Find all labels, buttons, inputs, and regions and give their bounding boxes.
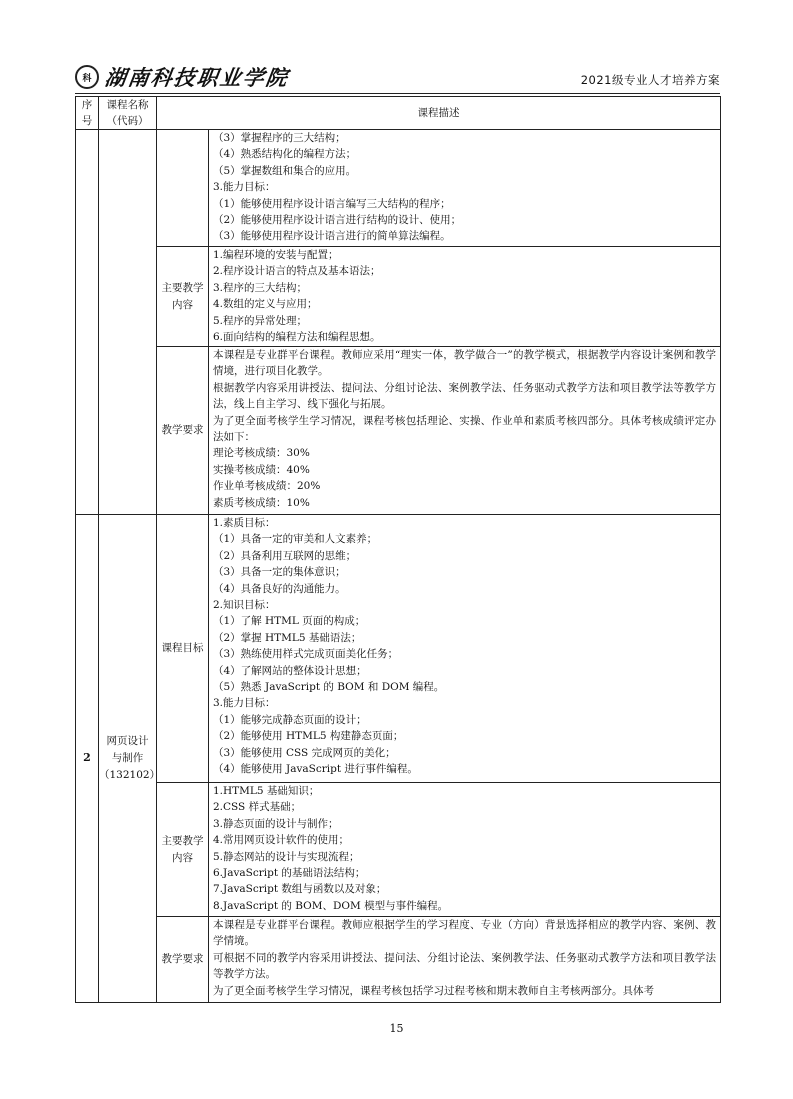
text-line: 2.程序设计语言的特点及基本语法； xyxy=(213,265,381,278)
table-header-row xyxy=(76,97,721,130)
text-line: （2）掌握 HTML5 基础语法； xyxy=(213,631,362,644)
text-line: 4.数组的定义与应用； xyxy=(213,298,318,311)
course-name-line: 与制作 xyxy=(111,752,144,764)
course-name-line: 网页设计 xyxy=(106,735,149,747)
row2-goals-label: 课程目标 xyxy=(157,515,209,783)
text-line: 实操考核成绩：40% xyxy=(213,463,310,476)
header-course-desc: 课程描述 xyxy=(157,97,721,130)
row1-content-label xyxy=(157,247,209,347)
course-code: （132102） xyxy=(99,769,161,781)
course-table xyxy=(75,96,721,1003)
row2-requirements xyxy=(76,917,721,1003)
text-line: 7.JavaScript 数组与函数以及对象； xyxy=(213,883,387,896)
text-line: （4）能够使用 JavaScript 进行事件编程。 xyxy=(213,763,418,776)
text-line: （1）能够完成静态页面的设计； xyxy=(213,713,367,726)
label-line: 主要教学 xyxy=(161,834,204,847)
text-line: （3）熟练使用样式完成页面美化任务； xyxy=(213,648,399,661)
text-paragraph: 可根据不同的教学内容采用讲授法、提问法、分组讨论法、案例教学法、任务驱动式教学方法和项目教学法等教学方法。 xyxy=(213,951,716,981)
text-paragraph: 为了更全面考核学生学习情况，课程考核包括理论、实操、作业单和素质考核四部分。具体考核成绩评定办法如下： xyxy=(213,414,716,444)
header-seq-l2: 号 xyxy=(81,115,93,127)
row1-content xyxy=(76,247,721,347)
text-line: （3）掌握程序的三大结构； xyxy=(213,132,346,144)
text-line: （5）熟悉 JavaScript 的 BOM 和 DOM 编程。 xyxy=(213,681,445,694)
row2-content xyxy=(76,783,721,917)
header-seq xyxy=(76,97,99,130)
row1-req-label: 教学要求 xyxy=(157,347,209,515)
school-logo xyxy=(75,64,289,90)
school-name-logo: 湖南科技职业学院 xyxy=(103,65,291,90)
text-line: （1）能够使用程序设计语言编写三大结构的程序； xyxy=(213,197,451,210)
text-line: 素质考核成绩：10% xyxy=(213,496,310,509)
row1-requirements xyxy=(76,347,721,515)
document-title: 2021级专业人才培养方案 xyxy=(580,73,720,87)
school-seal-icon: 科 xyxy=(75,65,99,89)
row1-goals-cont xyxy=(76,130,721,247)
text-line: 5.静态网站的设计与实现流程； xyxy=(213,850,360,863)
row2-req-desc xyxy=(209,917,721,1003)
text-line: （5）掌握数组和集合的应用。 xyxy=(213,164,357,177)
page-header xyxy=(75,62,720,94)
row1-goals-desc xyxy=(209,130,721,247)
header-course-name xyxy=(99,97,157,130)
text-line: 6.面向结构的编程方法和编程思想。 xyxy=(213,331,381,344)
text-line: （3）能够使用程序设计语言进行的简单算法编程。 xyxy=(213,230,451,243)
label-line: 内容 xyxy=(172,298,193,311)
text-line: 3.静态页面的设计与制作； xyxy=(213,817,339,830)
text-line: 3.能力目标： xyxy=(213,181,276,194)
text-line: 6.JavaScript 的基础语法结构； xyxy=(213,867,366,880)
text-paragraph: 本课程是专业群平台课程。教师应采用“理实一体，教学做合一”的教学模式，根据教学内容设计案例和教学情境，进行项目化教学。 xyxy=(213,349,716,378)
text-line: （3）具备一定的集体意识； xyxy=(213,566,346,579)
text-line: 3.程序的三大结构； xyxy=(213,281,308,294)
row1-content-desc xyxy=(209,247,721,347)
text-line: 理论考核成绩：30% xyxy=(213,447,310,460)
header-seq-l1: 序 xyxy=(81,99,93,111)
label-line: 内容 xyxy=(172,851,193,864)
text-line: （2）能够使用 HTML5 构建静态页面； xyxy=(213,730,404,743)
text-line: 5.程序的异常处理； xyxy=(213,314,308,327)
text-line: （4）了解网站的整体设计思想； xyxy=(213,664,367,677)
text-line: （3）能够使用 CSS 完成网页的美化； xyxy=(213,746,396,759)
text-paragraph: 根据教学内容采用讲授法、提问法、分组讨论法、案例教学法、任务驱动式教学方法和项目教学法等教学方法，线上自主学习、线下强化与拓展。 xyxy=(213,381,716,411)
text-line: 2.CSS 样式基础； xyxy=(213,801,302,814)
text-line: （2）能够使用程序设计语言进行结构的设计、使用； xyxy=(213,214,462,227)
row1-req-desc xyxy=(209,347,721,515)
row1-goals-label-cell xyxy=(157,130,209,247)
text-line: 4.常用网页设计软件的使用； xyxy=(213,834,350,847)
text-paragraph: 本课程是专业群平台课程。教师应根据学生的学习程度、专业（方向）背景选择相应的教学内容、案例、教学情境。 xyxy=(213,919,716,948)
text-line: （1）具备一定的审美和人文素养； xyxy=(213,533,378,546)
label-line: 主要教学 xyxy=(161,281,204,294)
text-paragraph: 为了更全面考核学生学习情况，课程考核包括学习过程考核和期末教师自主考核两部分。具体考 xyxy=(213,984,654,997)
row1-seq-cell xyxy=(76,130,99,515)
text-line: （4）熟悉结构化的编程方法； xyxy=(213,148,357,161)
row2-name-cell xyxy=(99,515,161,1003)
text-line: 3.能力目标： xyxy=(213,697,276,710)
text-line: （4）具备良好的沟通能力。 xyxy=(213,582,346,595)
row2-goals xyxy=(76,515,721,783)
text-line: （1）了解 HTML 页面的构成； xyxy=(213,615,366,628)
row2-content-desc xyxy=(209,783,721,917)
text-line: （2）具备利用互联网的思维； xyxy=(213,549,357,562)
text-line: 作业单考核成绩：20% xyxy=(213,480,321,493)
text-line: 2.知识目标： xyxy=(213,599,276,612)
row2-goals-desc xyxy=(209,515,721,783)
text-line: 1.素质目标： xyxy=(213,517,276,529)
header-name-l1: 课程名称 xyxy=(106,99,149,111)
header-rule xyxy=(75,93,720,94)
text-line: 1.HTML5 基础知识； xyxy=(213,785,320,797)
row2-content-label xyxy=(157,783,209,917)
header-name-l2: （代码） xyxy=(106,115,149,127)
text-line: 8.JavaScript 的 BOM、DOM 模型与事件编程。 xyxy=(213,899,449,912)
row1-name-cell xyxy=(99,130,157,515)
text-line: 1.编程环境的安装与配置； xyxy=(213,249,339,261)
row2-req-label: 教学要求 xyxy=(157,917,209,1003)
page-number: 15 xyxy=(389,1022,404,1035)
row2-seq-cell: 2 xyxy=(76,515,99,1003)
